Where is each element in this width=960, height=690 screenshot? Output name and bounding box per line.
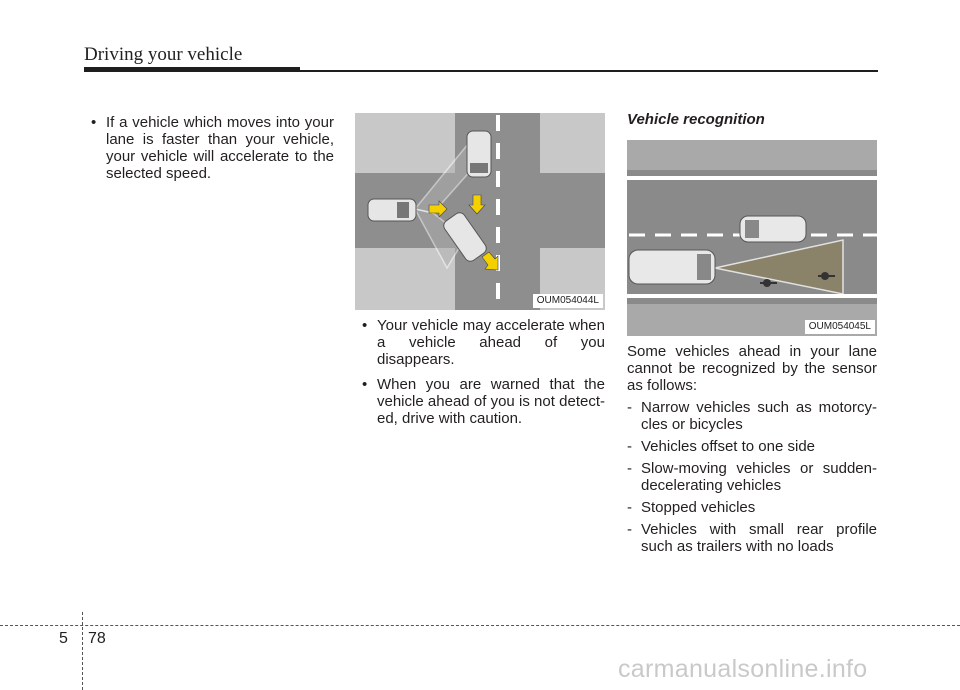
item-text: Stopped vehicles	[641, 499, 756, 516]
list-item: • Your vehicle may accelerate when a vehicle ahead of you disappears.	[362, 317, 605, 368]
list-item: • If a vehicle which moves into your lane is faster than your vehicle, your vehicle will accelerate to the selected speed.	[91, 114, 334, 182]
list-item: • When you are warned that the vehicle ahead of you is not detect-ed, drive with caution.	[362, 376, 605, 427]
list-item: - Narrow vehicles such as motorcy-cles or bicycles	[627, 399, 877, 433]
bullet-text: When you are warned that the vehicle ahead of you is not detect-ed, drive with caution.	[377, 376, 605, 427]
figure-code: OUM054045L	[805, 320, 875, 334]
item-text: Narrow vehicles such as motorcy-cles or bicycles	[641, 399, 877, 433]
cut-in-diagram	[355, 113, 605, 310]
figure-vehicle-recognition	[627, 140, 877, 336]
watermark: carmanualsonline.info	[618, 655, 868, 683]
item-text: Vehicles with small rear profile such as trailers with no loads	[641, 521, 877, 555]
vehicle-recognition-diagram	[627, 140, 877, 336]
bullet-text: If a vehicle which moves into your lane is faster than your vehicle, your vehicle will accelerate to the selected speed.	[106, 114, 334, 182]
footer-rule	[0, 625, 960, 626]
footer-divider	[82, 612, 83, 690]
header-rule-thin	[300, 70, 878, 72]
page-number: 78	[88, 630, 106, 647]
chapter-number: 5	[59, 630, 68, 647]
list-item: - Stopped vehicles	[627, 499, 756, 516]
intro-paragraph: Some vehicles ahead in your lane cannot be recognized by the sensor as follows:	[627, 343, 877, 394]
list-item: - Slow-moving vehicles or sudden-decelerating vehicles	[627, 460, 877, 494]
item-text: Vehicles offset to one side	[641, 438, 816, 455]
item-text: Slow-moving vehicles or sudden-decelerating vehicles	[641, 460, 877, 494]
figure-cut-in-illustration	[355, 113, 605, 310]
list-item: - Vehicles with small rear profile such as trailers with no loads	[627, 521, 877, 555]
right-column	[627, 343, 877, 560]
middle-column	[355, 317, 605, 435]
section-heading: Vehicle recognition	[627, 111, 765, 128]
left-column	[84, 114, 334, 190]
page-header-title: Driving your vehicle	[84, 44, 243, 65]
figure-code: OUM054044L	[533, 294, 603, 308]
header-rule-thick	[84, 67, 300, 72]
list-item: - Vehicles offset to one side	[627, 438, 816, 455]
bullet-text: Your vehicle may accelerate when a vehicle ahead of you disappears.	[377, 317, 605, 368]
